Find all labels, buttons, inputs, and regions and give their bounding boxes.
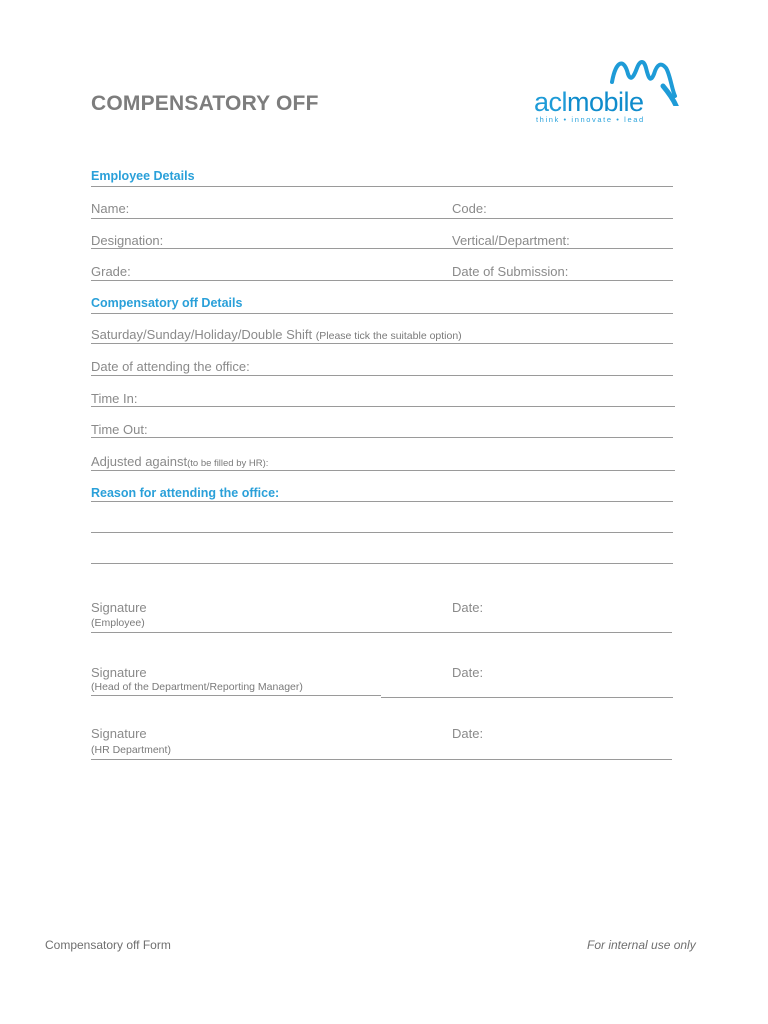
signature-manager-sub: (Head of the Department/Reporting Manager) <box>91 681 303 693</box>
footer-form-name: Compensatory off Form <box>45 938 171 952</box>
reason-line-1[interactable] <box>91 501 673 502</box>
date-attending-label: Date of attending the office: <box>91 359 250 374</box>
reason-line-3[interactable] <box>91 563 673 564</box>
signature-manager-date-label: Date: <box>452 665 484 680</box>
name-field-line[interactable] <box>91 218 673 219</box>
signature-employee-label: Signature <box>91 600 147 615</box>
logo-wordmark: aclmobile <box>534 87 644 117</box>
grade-label: Grade: <box>91 264 131 279</box>
time-out-field-line[interactable] <box>91 437 673 438</box>
section-heading-reason: Reason for attending the office: <box>91 486 280 500</box>
designation-label: Designation: <box>91 233 164 248</box>
divider <box>91 186 673 187</box>
shift-type-note: (Please tick the suitable option) <box>315 330 462 342</box>
signature-hr-sub: (HR Department) <box>91 744 171 756</box>
signature-hr-label: Signature <box>91 726 147 741</box>
reason-line-2[interactable] <box>91 532 673 533</box>
designation-field-line[interactable] <box>91 248 673 249</box>
signature-manager-line[interactable] <box>91 695 381 696</box>
footer-internal-use: For internal use only <box>587 938 696 952</box>
logo-tagline: think • innovate • lead <box>536 115 645 124</box>
time-out-label: Time Out: <box>91 422 148 437</box>
adjusted-against-label: Adjusted against(to be filled by HR): <box>91 454 269 469</box>
date-of-submission-label: Date of Submission: <box>452 264 569 279</box>
signature-employee-sub: (Employee) <box>91 617 145 629</box>
adjusted-against-field-line[interactable] <box>91 470 675 471</box>
signature-employee-line[interactable] <box>91 632 672 633</box>
code-label: Code: <box>452 201 487 216</box>
date-attending-field-line[interactable] <box>91 375 673 376</box>
section-heading-comp-off-details: Compensatory off Details <box>91 296 243 310</box>
vertical-department-label: Vertical/Department: <box>452 233 570 248</box>
shift-type-label: Saturday/Sunday/Holiday/Double Shift (Please tick the suitable option) <box>91 327 462 342</box>
section-heading-employee-details: Employee Details <box>91 169 195 183</box>
time-in-field-line[interactable] <box>91 406 675 407</box>
signature-hr-line[interactable] <box>91 759 672 760</box>
time-in-label: Time In: <box>91 391 138 406</box>
divider <box>91 313 673 314</box>
company-logo <box>532 56 682 128</box>
signature-hr-date-label: Date: <box>452 726 484 741</box>
grade-field-line[interactable] <box>91 280 673 281</box>
signature-employee-date-label: Date: <box>452 600 484 615</box>
signature-manager-date-line[interactable] <box>381 697 673 698</box>
signature-manager-label: Signature <box>91 665 147 680</box>
adjusted-against-note: (to be filled by HR): <box>187 458 269 469</box>
name-label: Name: <box>91 201 130 216</box>
shift-type-field-line[interactable] <box>91 343 673 344</box>
page-title: COMPENSATORY OFF <box>91 92 319 115</box>
